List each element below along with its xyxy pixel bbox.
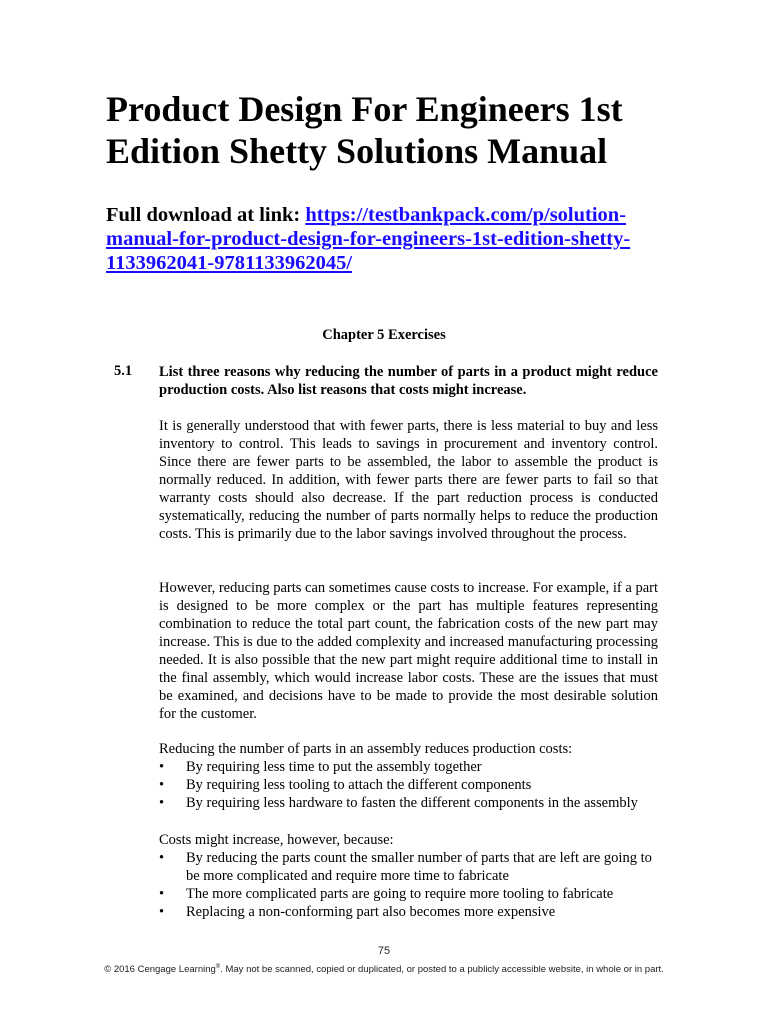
list-item-text: By requiring less hardware to fasten the different components in the assembly xyxy=(186,795,638,811)
document-title: Product Design For Engineers 1st Edition Shetty Solutions Manual xyxy=(106,89,623,171)
copyright-notice xyxy=(0,964,768,975)
bullet-icon: • xyxy=(159,850,165,866)
list-item xyxy=(159,794,658,812)
increase-list-intro: Costs might increase, however, because: xyxy=(159,832,394,848)
bullet-icon: • xyxy=(159,759,165,775)
download-label: Full download at link: xyxy=(106,204,306,226)
bullet-icon: • xyxy=(159,886,165,902)
list-item-text: By reducing the parts count the smaller number of parts that are left are going to be more complicated and require more time to fabricate xyxy=(186,850,652,884)
list-item xyxy=(159,849,658,885)
list-item xyxy=(159,903,658,921)
question-number: 5.1 xyxy=(114,363,133,379)
page-number: 75 xyxy=(377,945,391,957)
increase-list xyxy=(159,849,658,921)
list-item-text: By requiring less time to put the assembly together xyxy=(186,759,482,775)
copyright-prefix: © 2016 Cengage Learning xyxy=(104,964,216,976)
chapter-heading: Chapter 5 Exercises xyxy=(322,327,446,343)
list-item-text: Replacing a non-conforming part also becomes more expensive xyxy=(186,904,556,920)
bullet-icon: • xyxy=(159,777,165,793)
list-item xyxy=(159,776,658,794)
download-link[interactable]: https://testbankpack.com/p/solution-manual-for-product-design-for-engineers-1st-edition-shetty-1133962041-9781133962045/ xyxy=(106,204,631,274)
copyright-suffix: . May not be scanned, copied or duplicated, or posted to a publicly accessible website, in whole or in part. xyxy=(220,964,664,976)
increase-list-block xyxy=(159,831,658,921)
reduction-list-intro: Reducing the number of parts in an assembly reduces production costs: xyxy=(159,741,573,757)
bullet-icon: • xyxy=(159,795,165,811)
registered-mark: ® xyxy=(215,964,221,970)
question-text: List three reasons why reducing the number of parts in a product might reduce production costs. Also list reasons that costs might increase. xyxy=(159,364,658,398)
list-item-text: The more complicated parts are going to require more tooling to fabricate xyxy=(186,886,614,902)
bullet-icon: • xyxy=(159,904,165,920)
download-line xyxy=(106,203,666,275)
list-item-text: By requiring less tooling to attach the different components xyxy=(186,777,532,793)
reduction-list xyxy=(159,758,658,812)
answer-paragraph-1: It is generally understood that with fewer parts, there is less material to buy and less inventory to control. This leads to savings in procurement and inventory control. Since there are fewer parts to be assembled, the labor to assemble the product is normally reduced. In addition, with fewer parts there are fewer parts to fail so that warranty costs should also decrease. If the part reduction process is conducted systematically, reducing the number of parts normally helps to reduce the production costs. This is primarily due to the labor savings involved throughout the process. xyxy=(159,418,658,542)
list-item xyxy=(159,885,658,903)
list-item xyxy=(159,758,658,776)
answer-paragraph-2: However, reducing parts can sometimes cause costs to increase. For example, if a part is designed to be more complex or the part has multiple features representing combination to reduce the total part count, the fabrication costs of the new part may increase. This is due to the added complexity and increased manufacturing processing needed. It is also possible that the new part might require additional time to install in the final assembly, which would increase labor costs. These are the issues that must be examined, and decisions have to be made to provide the most desirable solution for the customer. xyxy=(159,580,658,722)
reduction-list-block xyxy=(159,740,658,812)
